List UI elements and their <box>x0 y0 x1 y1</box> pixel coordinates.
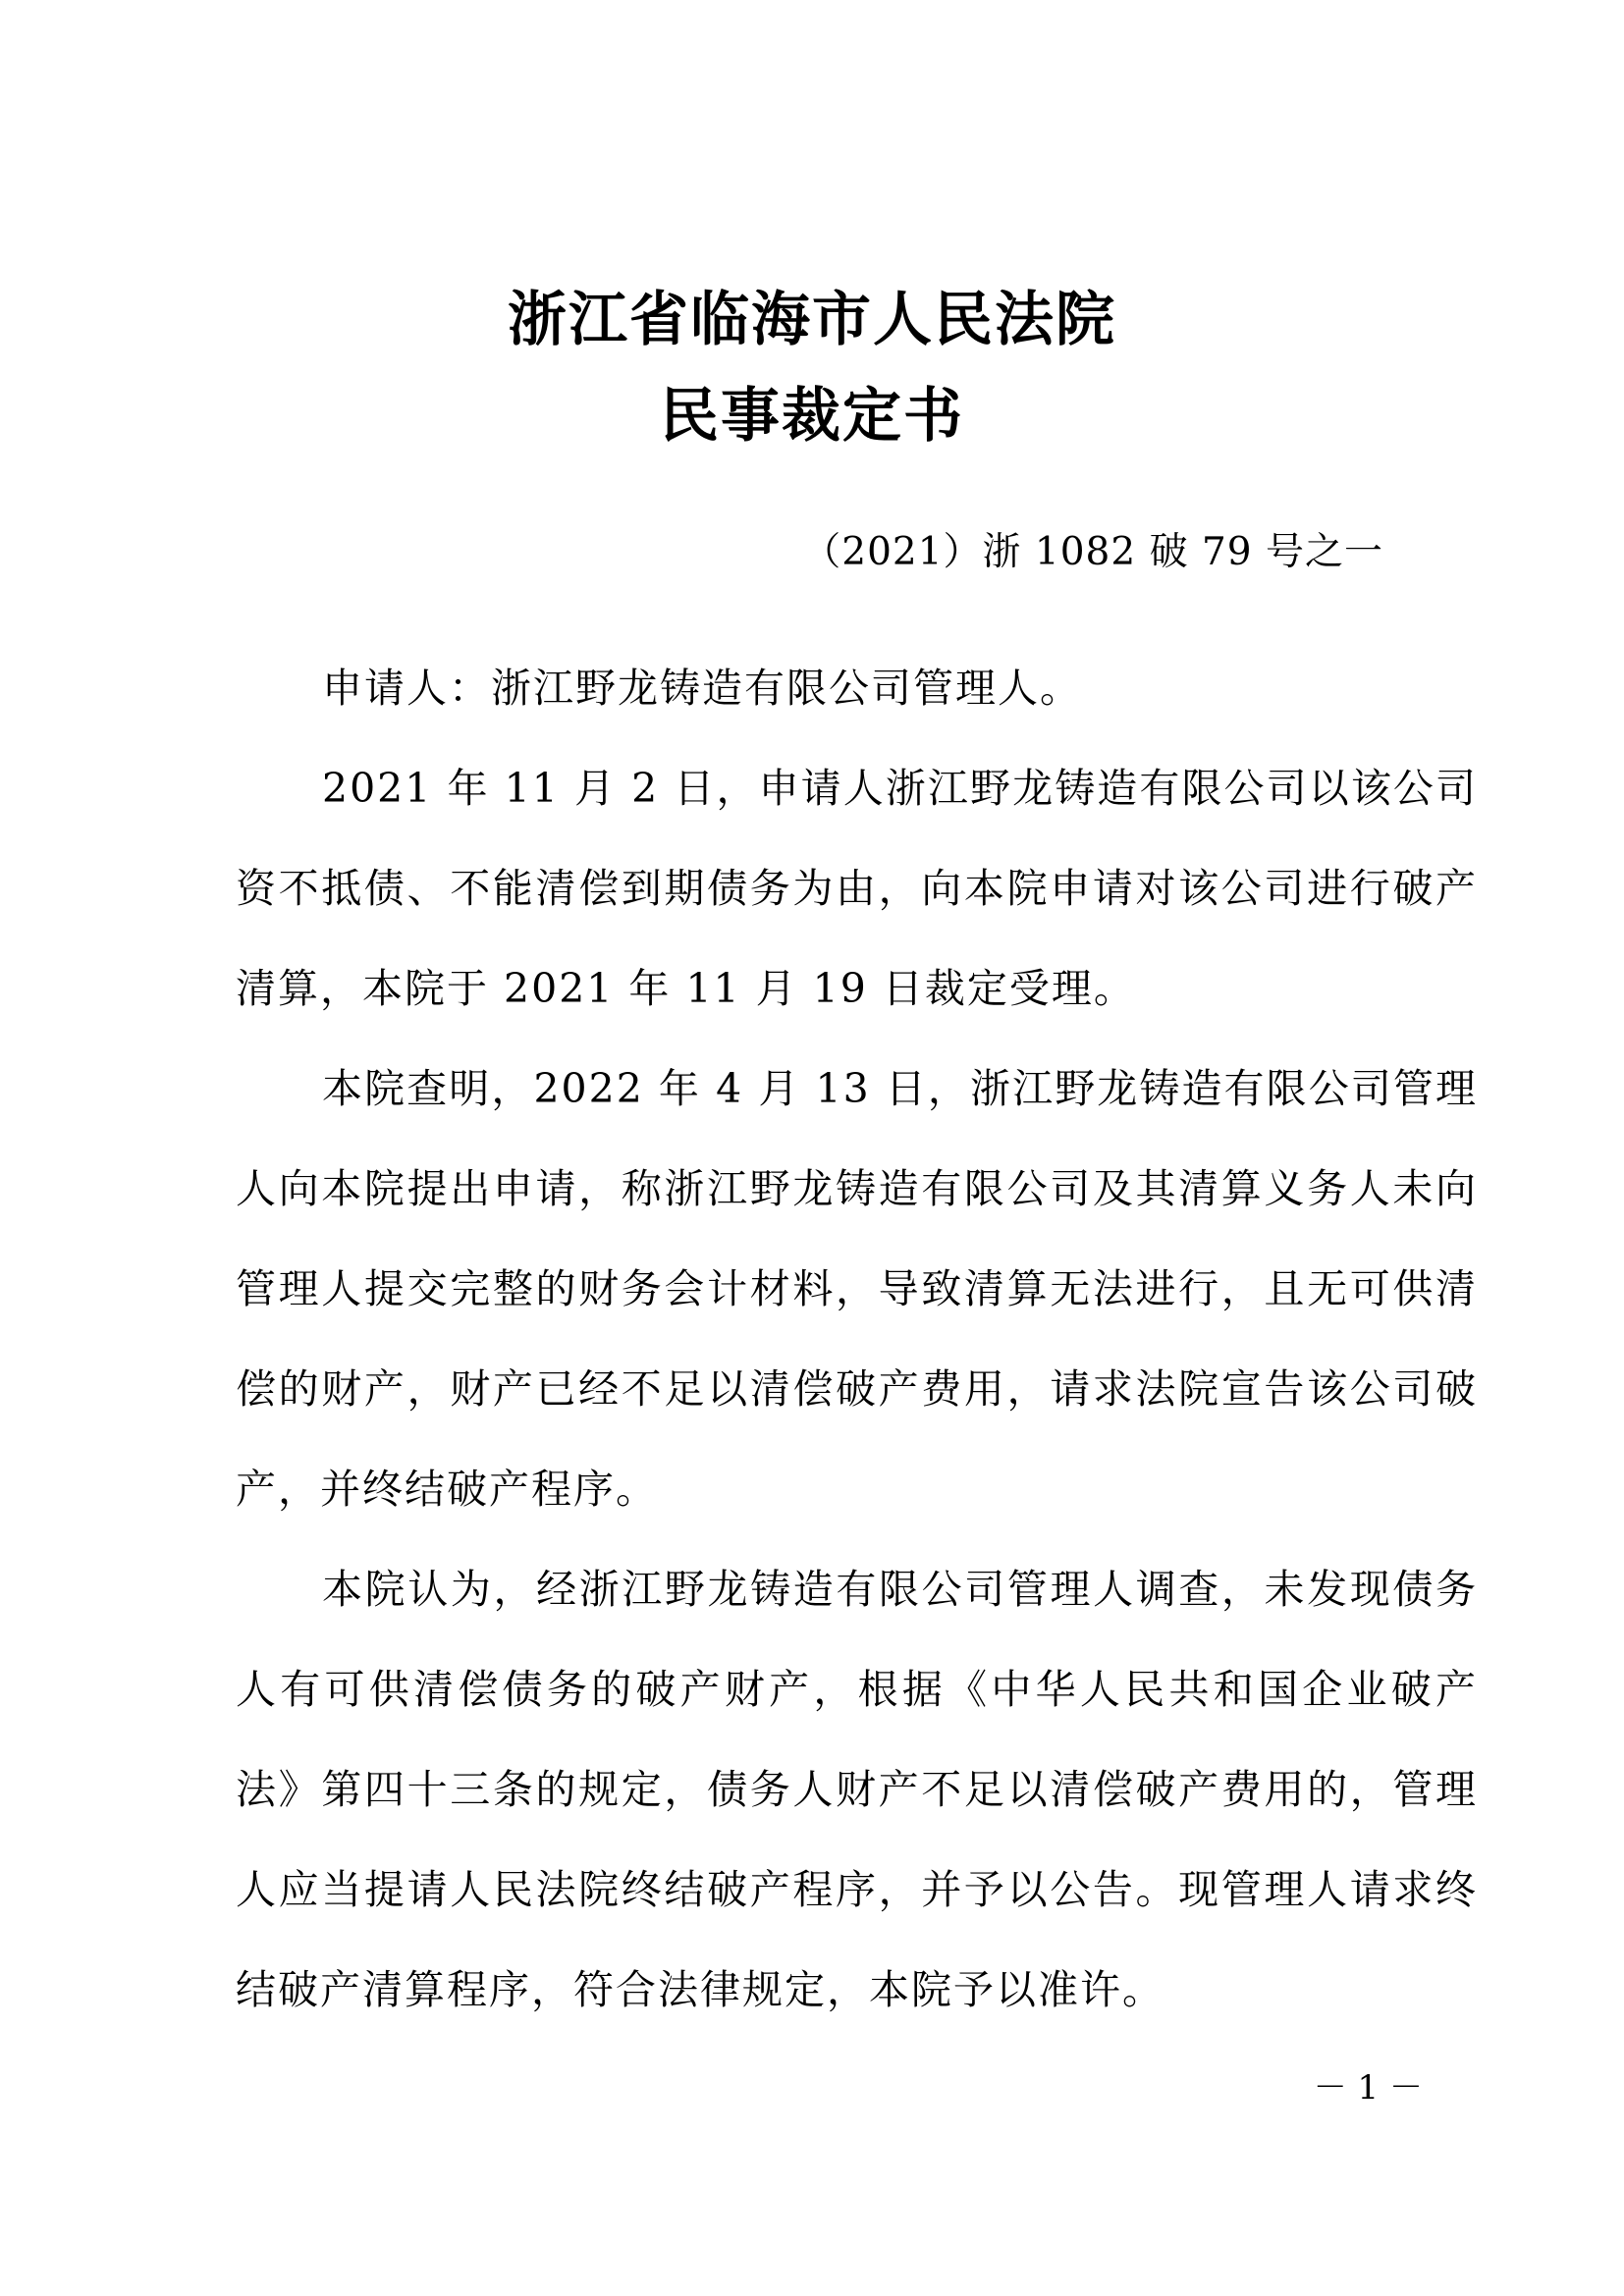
page-number: － 1 － <box>1313 2068 1423 2108</box>
document-body <box>236 638 1478 2040</box>
paragraph-application: 2021 年 11 月 2 日，申请人浙江野龙铸造有限公司以该公司资不抵债、不能清偿到期债务为由，向本院申请对该公司进行破产清算，本院于 2021 年 11 月 19 日裁定受理。 <box>236 765 1478 1012</box>
case-number: （2021）浙 1082 破 79 号之一 <box>802 530 1383 574</box>
paragraph-applicant: 申请人：浙江野龙铸造有限公司管理人。 <box>322 665 1082 712</box>
paragraph-opinion: 本院认为，经浙江野龙铸造有限公司管理人调查，未发现债务人有可供清偿债务的破产财产，根据《中华人民共和国企业破产法》第四十三条的规定，债务人财产不足以清偿破产费用的，管理人应当提请人民法院终结破产程序，并予以公告。现管理人请求终结破产清算程序，符合法律规定，本院予以准许。 <box>236 1566 1478 2013</box>
document-type-title: 民事裁定书 <box>660 382 964 451</box>
court-name-title: 浙江省临海市人民法院 <box>508 286 1116 354</box>
paragraph-findings: 本院查明，2022 年 4 月 13 日，浙江野龙铸造有限公司管理人向本院提出申请，称浙江野龙铸造有限公司及其清算义务人未向管理人提交完整的财务会计材料，导致清算无法进行，且无可供清偿的财产，财产已经不足以清偿破产费用，请求法院宣告该公司破产，并终结破产程序。 <box>236 1065 1478 1513</box>
